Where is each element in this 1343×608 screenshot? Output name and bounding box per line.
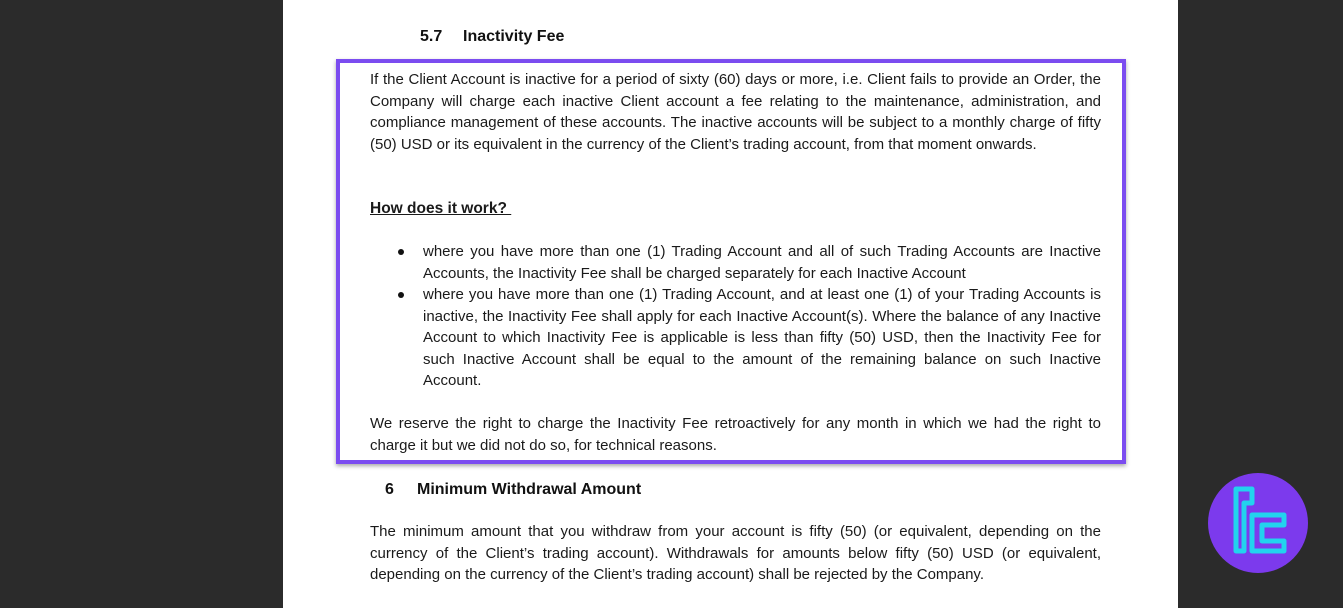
how-does-it-work-heading: How does it work? xyxy=(370,200,512,217)
section-number: 5.7 xyxy=(420,28,443,45)
document-page xyxy=(283,0,1178,608)
section-number: 6 xyxy=(385,481,394,498)
section-title: Minimum Withdrawal Amount xyxy=(417,481,642,498)
bullet-text: where you have more than one (1) Trading Account, and at least one (1) of your Trading Accounts is inactive, the Inactivity Fee shall apply for each Inactive Account(s). Where the balance of any Inactive Account to which Inactivity Fee is applicable is less than fifty (50) USD, then the Inactivity Fee for such Inactive Account shall be equal to the amount of the remaining balance on such Inactive Account. xyxy=(423,286,1101,389)
bullet-icon xyxy=(398,249,404,255)
tc-logo-icon xyxy=(1208,473,1308,573)
list-item xyxy=(370,241,1101,284)
section-heading-6 xyxy=(385,479,641,501)
section-heading-5-7 xyxy=(420,26,564,48)
bullet-list xyxy=(370,241,1101,392)
bullet-text: where you have more than one (1) Trading Account and all of such Trading Accounts are Inactive Accounts, the Inactivity Fee shall be charged separately for each Inactive Account xyxy=(423,243,1101,282)
list-item xyxy=(370,284,1101,392)
section-title: Inactivity Fee xyxy=(463,28,565,45)
inactivity-paragraph: If the Client Account is inactive for a period of sixty (60) days or more, i.e. Client fails to provide an Order, the Company will charge each inactive Client account a fee relating to the maintenance, administration, and compliance management of these accounts. The inactive accounts will be subject to a monthly charge of fifty (50) USD or its equivalent in the currency of the Client’s trading account, from that moment onwards. xyxy=(370,71,1101,153)
bullet-icon xyxy=(398,292,404,298)
retroactive-paragraph: We reserve the right to charge the Inactivity Fee retroactively for any month in which we had the right to charge it but we did not do so, for technical reasons. xyxy=(370,415,1101,454)
minimum-withdrawal-paragraph: The minimum amount that you withdraw from your account is fifty (50) (or equivalent, depending on the currency of the Client’s trading account). Withdrawals for amounts below fifty (50) USD (or equivalent, depending on the currency of the Client’s trading account) shall be rejected by the Company. xyxy=(370,523,1101,583)
